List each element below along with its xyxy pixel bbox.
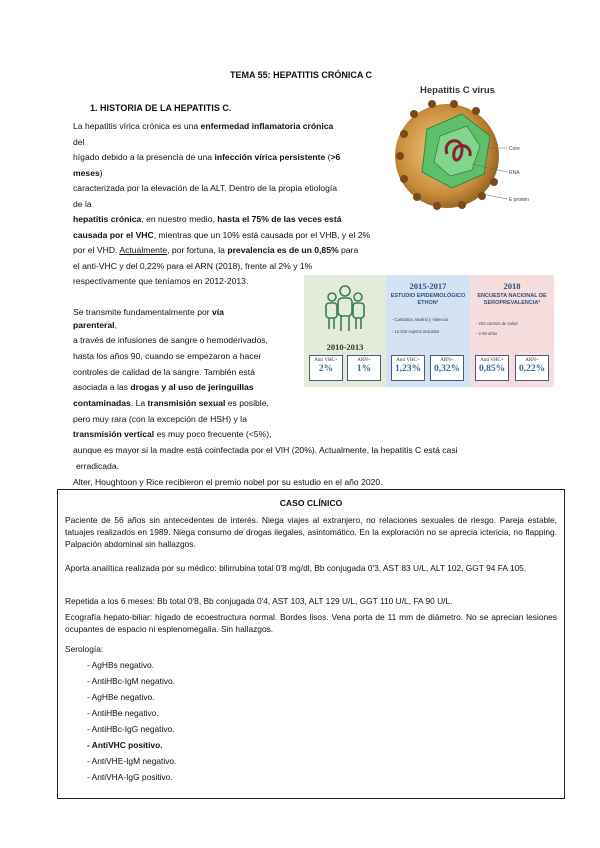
text-segment: causada por el VHC — [73, 229, 154, 240]
case-paragraph: Ecografía hepato-biliar: hígado de ecoestructura normal. Bordes lisos. Vena porta de 11 mm de diámetro. No se aprecian lesiones ocupantes de espacio ni esplenomegalia. Sin hallazgos. — [65, 612, 557, 634]
core-label: Core — [509, 146, 520, 152]
text-segment: el anti-VHC y del 0,22% para el ARN (2018), frente al 2% y 1% — [73, 260, 313, 271]
stat-label: ARN+ — [357, 358, 371, 363]
panel1-year: 2010-2013 — [326, 342, 364, 352]
text-segment: transmisión vertical — [73, 429, 155, 439]
text-segment: de la — [73, 198, 92, 209]
panel2-year: 2015-2017 — [409, 281, 447, 291]
stat-label: Anti VHC+ — [396, 358, 420, 363]
text-segment: Se transmite fundamentalmente por — [73, 307, 213, 317]
text-segment: hasta el 75% de las veces está — [217, 214, 342, 224]
text-line — [73, 198, 92, 210]
stat-value: 0,22% — [518, 364, 546, 374]
text-line — [73, 381, 254, 393]
panel2-arn-box — [430, 355, 464, 381]
text-segment: caracterizada por la elevación de la ALT. Dentro de la propia etiología — [73, 183, 338, 193]
text-segment: drogas y al uso de jeringuillas — [130, 382, 254, 392]
text-segment: controles de calidad de la sangre. También está — [73, 367, 255, 377]
text-segment: La hepatitis vírica crónica es una — [73, 121, 201, 131]
text-segment: del — [73, 136, 85, 147]
text-line — [73, 366, 255, 378]
panel3-arn-box — [515, 355, 549, 381]
stat-label: ARN+ — [440, 358, 454, 363]
text-line — [73, 476, 383, 488]
text-segment: es posible, — [225, 398, 269, 408]
serology-item: - AgHBs negativo. — [87, 660, 155, 670]
text-line — [73, 151, 340, 163]
text-segment: , en nuestro medio, — [141, 214, 218, 224]
stat-value: 0,32% — [433, 364, 461, 374]
section-heading: 1. HISTORIA DE LA HEPATITIS C. — [90, 103, 232, 113]
text-segment: ) — [99, 167, 103, 178]
text-segment: >6 — [330, 152, 341, 162]
virus-figure-title: Hepatitis C virus — [420, 85, 495, 96]
hepatitis-c-virus-illustration — [392, 84, 544, 214]
serology-label: Serología: — [65, 644, 104, 654]
text-line — [73, 397, 269, 409]
text-line — [73, 444, 458, 456]
text-segment: parenteral — [73, 320, 115, 330]
panel1-arn-box — [347, 355, 381, 381]
text-segment: contaminadas — [73, 398, 131, 408]
text-segment: infección vírica persistente — [214, 152, 326, 162]
panel2-title: ESTUDIO EPIDEMIOLÓGICO ETHON¹ — [390, 293, 466, 306]
serology-item: - AgHBe negativo. — [87, 692, 155, 702]
text-segment: asociada a las — [73, 382, 131, 392]
serology-item: - AntiHBc-IgM negativo. — [87, 676, 175, 686]
e-protein-label: E protein — [509, 197, 530, 203]
text-line — [73, 306, 224, 318]
panel2-antivhc-box — [391, 355, 425, 381]
stat-value: 0,85% — [478, 364, 506, 374]
text-segment: Alter, Houghtoon y Rice recibieron el premio nobel por su estudio en el año 2020. — [73, 477, 383, 487]
serology-item: - AntiVHE-IgM negativo. — [87, 756, 177, 766]
text-segment: a través de infusiones de sangre o hemoderivados, — [73, 335, 268, 345]
text-segment: por el VHD. — [73, 245, 120, 255]
case-paragraph: Repetida a los 6 meses: Bb total 0'8, Bb conjugada 0'4, AST 103, ALT 129 U/L, GGT 110 U/L, FA 90 U/L. — [65, 596, 453, 606]
text-line — [73, 260, 312, 272]
text-line — [73, 229, 370, 241]
text-line — [73, 244, 358, 256]
panel3-title: ENCUESTA NACIONAL DE SEROPREVALENCIA² — [477, 293, 547, 306]
text-segment: hepatitis crónica — [73, 214, 142, 224]
text-segment: es muy poco frecuente (<5%), — [154, 429, 272, 439]
text-segment: meses — [73, 167, 100, 178]
text-line — [73, 350, 261, 362]
panel-2010-2013 — [304, 275, 386, 387]
stat-label: Anti VHC+ — [314, 358, 338, 363]
text-line — [73, 334, 268, 346]
text-line — [73, 167, 103, 179]
text-segment: transmisión sexual — [147, 398, 226, 408]
rna-label: RNA — [509, 170, 520, 176]
text-segment: enfermedad inflamatoria crónica — [200, 121, 334, 131]
text-line — [73, 428, 271, 440]
case-heading: CASO CLÍNICO — [279, 498, 343, 508]
text-segment: , por fortuna, la — [167, 245, 228, 255]
text-segment: respectivamente que teníamos en 2012-2013. — [73, 276, 249, 286]
stat-value: 1% — [356, 364, 372, 374]
text-segment: prevalencia es de un 0,85% — [227, 245, 339, 255]
case-paragraph: Paciente de 56 años sin antecedentes de interés. Niega viajes al extranjero, no relaciones sexuales de riesgo. Pareja estable, tatuajes realizados en 1989. Niega consumo de drogas ilegales, asintomático. En la exploración no se aprecia ictericia, no flapping. Palpación abdominal sin hallazgos. — [65, 515, 557, 549]
panel3-year: 2018 — [503, 281, 521, 291]
text-line — [73, 319, 117, 331]
text-segment: , — [114, 320, 117, 330]
panel-2015-2017 — [386, 275, 470, 387]
text-segment: Actualmente — [119, 245, 168, 255]
text-line — [73, 413, 247, 425]
stat-value: 2% — [318, 364, 334, 374]
panel3-antivhc-box — [475, 355, 509, 381]
text-segment: para — [338, 245, 359, 255]
stat-value: 1,23% — [394, 364, 422, 374]
stat-label: Anti VHC+ — [480, 358, 504, 363]
panel2-note: - 12.515 sujetos incluidos — [392, 329, 440, 334]
serology-item: - AntiHBc-IgG negativo. — [87, 724, 175, 734]
panel1-antivhc-box — [309, 355, 343, 381]
text-segment: . La — [130, 398, 148, 408]
text-line — [76, 460, 119, 472]
text-line — [73, 182, 337, 194]
text-segment: pero muy rara (con la excepción de HSH) y la — [73, 414, 247, 424]
text-line — [73, 120, 333, 132]
panel2-note: - Cantabria, Madrid y Valencia — [392, 317, 449, 322]
text-line — [73, 275, 248, 287]
clinical-case-box — [57, 489, 565, 799]
text-segment: hígado debido a la presencia de una — [73, 152, 215, 162]
stat-label: ARN+ — [525, 358, 539, 363]
text-segment: erradicada. — [76, 461, 119, 471]
text-segment: aunque es mayor si la madre está coinfectada por el VIH (20%). Actualmente, la hepatitis C está casi — [73, 445, 458, 455]
panel3-note: - 2-80 años — [476, 331, 498, 336]
panel-2018 — [470, 275, 554, 387]
text-segment: hasta los años 90, cuando se empezaron a hacer — [73, 351, 262, 361]
serology-item: - AntiHBe negativo. — [87, 708, 159, 718]
serology-item: - AntiVHC positivo. — [87, 740, 163, 750]
prevalence-banner — [304, 275, 554, 387]
text-segment: , mientras que un 10% está causada por el VHB, y el 2% — [153, 229, 371, 240]
serology-item: - AntiVHA-IgG positivo. — [87, 772, 173, 782]
people-icon — [324, 283, 366, 335]
panel3-note: - 220 centros de salud — [476, 321, 518, 326]
page-title: TEMA 55: HEPATITIS CRÓNICA C — [230, 70, 373, 80]
text-segment: vía — [212, 307, 224, 317]
text-segment: ( — [325, 152, 331, 162]
text-line — [73, 136, 84, 148]
case-paragraph: Aporta analítica realizada por su médico: bilirrubina total 0'8 mg/dl, Bb conjugada 0'3, AST 83 U/L, ALT 102, GGT 94 FA 105. — [65, 563, 527, 573]
text-line — [73, 213, 341, 225]
